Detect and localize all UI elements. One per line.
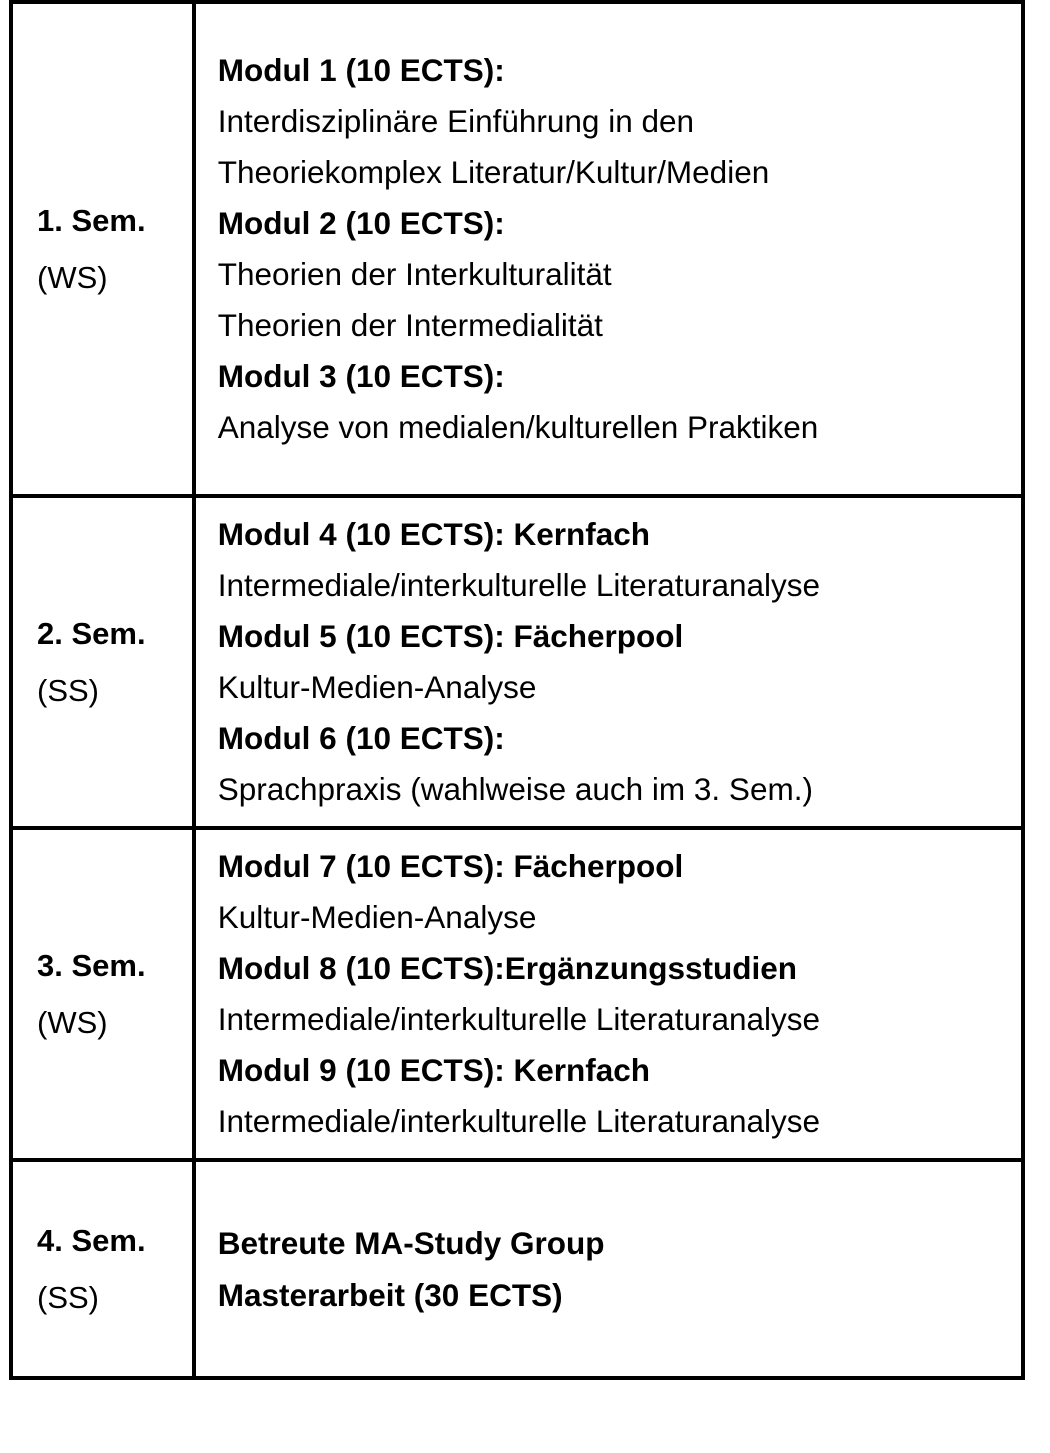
semester-term: (WS) [37, 260, 108, 295]
semester-label: 4. Sem. [37, 1223, 146, 1258]
semester-cell [11, 828, 194, 1160]
module-description: Intermediale/interkulturelle Literaturanalyse [217, 567, 821, 603]
module-title: Modul 8 (10 ECTS):Ergänzungsstudien [217, 950, 797, 986]
module-title: Modul 3 (10 ECTS): [217, 358, 505, 394]
semester-cell [11, 496, 194, 828]
semester-row-4 [11, 1160, 1023, 1378]
semester-term: (WS) [37, 1005, 108, 1040]
module-description: Intermediale/interkulturelle Literaturanalyse [217, 1001, 821, 1037]
semester-label: 3. Sem. [37, 948, 146, 983]
semester-label: 2. Sem. [37, 616, 146, 651]
semester-row-1 [11, 2, 1023, 496]
module-title: Modul 6 (10 ECTS): [217, 720, 505, 756]
module-description: Theorien der Interkulturalität [217, 256, 612, 292]
curriculum-table-body [11, 2, 1023, 1378]
semester-term: (SS) [37, 673, 99, 708]
module-description: Sprachpraxis (wahlweise auch im 3. Sem.) [217, 771, 813, 807]
module-title: Masterarbeit (30 ECTS) [217, 1277, 563, 1313]
module-title: Modul 2 (10 ECTS): [217, 205, 505, 241]
module-description: Kultur-Medien-Analyse [217, 669, 537, 705]
semester-label: 1. Sem. [37, 203, 146, 238]
module-title: Modul 7 (10 ECTS): Fächerpool [217, 848, 684, 884]
modules-cell [194, 1160, 1023, 1378]
module-description: Intermediale/interkulturelle Literaturanalyse [217, 1103, 821, 1139]
module-title: Modul 4 (10 ECTS): Kernfach [217, 516, 651, 552]
semester-cell [11, 2, 194, 496]
modules-cell [194, 496, 1023, 828]
module-title: Modul 5 (10 ECTS): Fächerpool [217, 618, 684, 654]
semester-term: (SS) [37, 1280, 99, 1315]
module-title: Modul 9 (10 ECTS): Kernfach [217, 1052, 651, 1088]
semester-cell [11, 1160, 194, 1378]
modules-cell [194, 2, 1023, 496]
module-title: Modul 1 (10 ECTS): [217, 52, 505, 88]
modules-cell [194, 828, 1023, 1160]
module-title: Betreute MA-Study Group [217, 1225, 605, 1261]
module-description: Kultur-Medien-Analyse [217, 899, 537, 935]
module-description: Theorien der Intermedialität [217, 307, 603, 343]
semester-row-3 [11, 828, 1023, 1160]
module-description: Analyse von medialen/kulturellen Praktiken [217, 409, 819, 445]
module-description: Interdisziplinäre Einführung in den [217, 103, 695, 139]
semester-row-2 [11, 496, 1023, 828]
module-description: Theoriekomplex Literatur/Kultur/Medien [217, 154, 770, 190]
curriculum-table [9, 0, 1025, 1380]
